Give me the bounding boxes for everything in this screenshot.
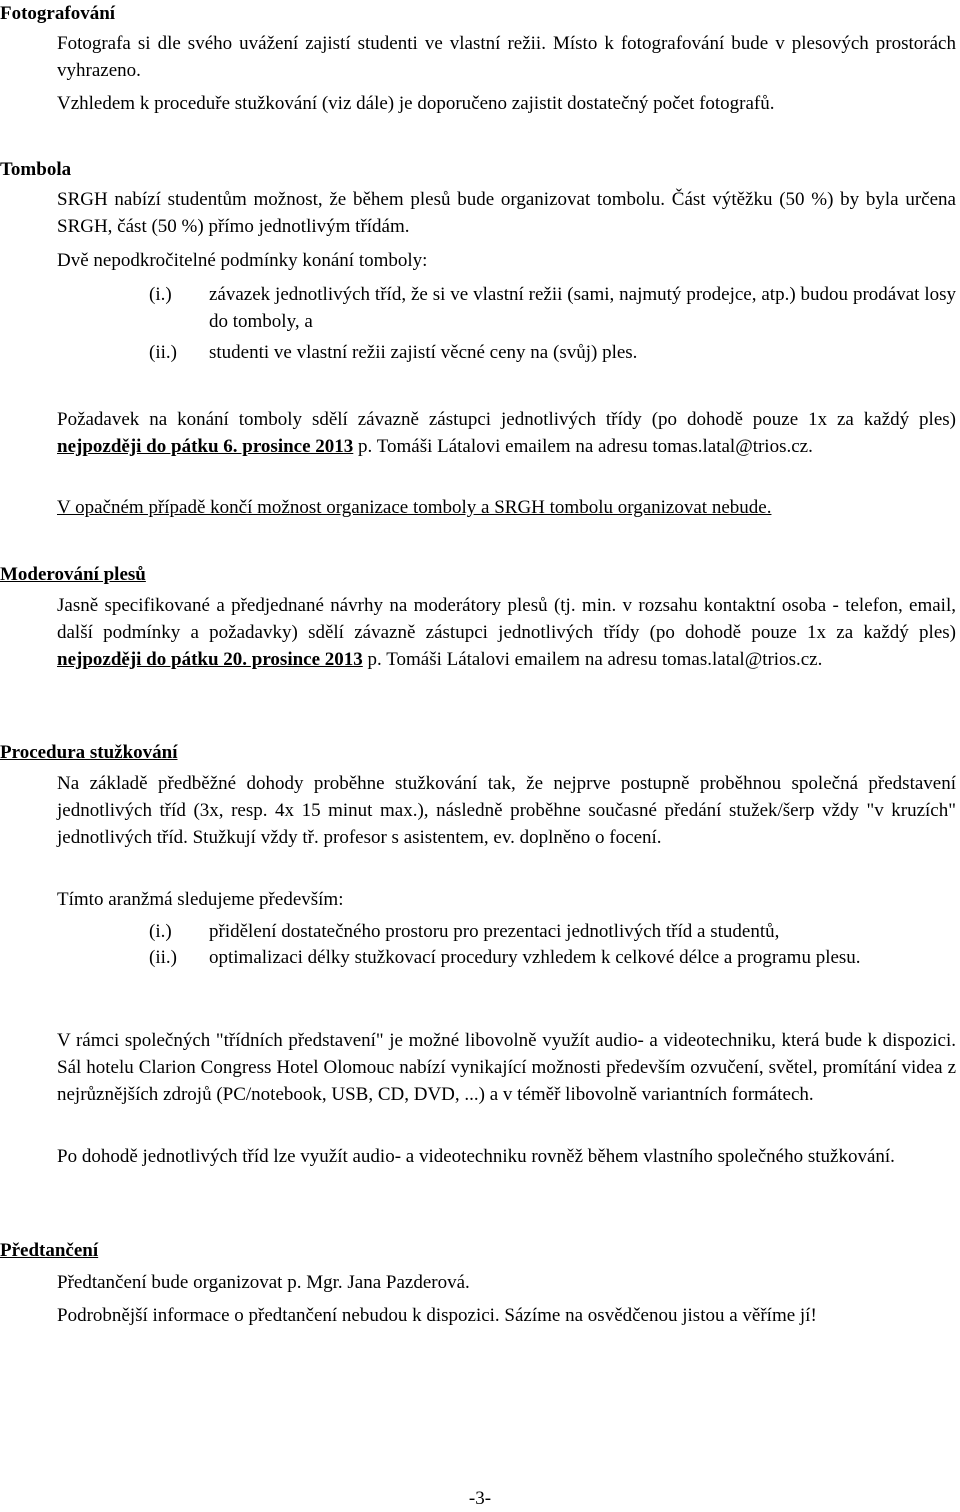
tombola-paragraph-1: SRGH nabízí studentům možnost, že během plesů bude organizovat tombolu. Část výtěžku (50 %) by byla určena SRGH, část (50 %) přímo jednotlivým třídám. xyxy=(57,189,956,237)
moderovani-request-text: Jasně specifikované a předjednané návrhy na moderátory plesů (tj. min. v rozsahu kontaktní osoba - telefon, email, další podmínky a požadavky) sdělí závazně zástupci jednotlivých třídy (po dohodě pouze 1x za každý ples) xyxy=(57,595,956,643)
stuzkovani-paragraph-1: Na základě předběžné dohody proběhne stužkování tak, že nejprve postupně proběhnou společná představení jednotlivých tříd (3x, resp. 4x 15 minut max.), následně proběhne současné předání stužek/šerp vždy "v kruzích" jednotlivých tříd. Stužkují vždy tř. profesor s asistentem, ev. doplněno o focení. xyxy=(57,773,956,848)
page-number: -3- xyxy=(468,1488,492,1509)
tombola-list-number-2: (ii.) xyxy=(149,342,177,363)
fotografovani-paragraph-1: Fotografa si dle svého uvážení zajistí studenti ve vlastní režii. Místo k fotografování bude v plesových prostorách vyhrazeno. xyxy=(57,33,956,81)
tombola-paragraph-4: V opačném případě končí možnost organizace tomboly a SRGH tombolu organizovat nebude. xyxy=(57,497,772,518)
moderovani-deadline: nejpozději do pátku 20. prosince 2013 xyxy=(57,649,363,670)
stuzkovani-paragraph-3: V rámci společných "třídních představení" je možné libovolně využít audio- a videotechniku, která bude k dispozici. Sál hotelu Clarion Congress Hotel Olomouc nabízí vynikající možnosti především ozvučení, světel, promítání videa z nejrůznějších zdrojů (PC/notebook, USB, CD, DVD, ...) a v téměř libovolně variantních formátech. xyxy=(57,1030,956,1105)
section-heading-predtanceni: Předtančení xyxy=(0,1240,99,1261)
stuzkovani-list-number-1: (i.) xyxy=(149,921,172,942)
tombola-deadline: nejpozději do pátku 6. prosince 2013 xyxy=(57,436,354,457)
stuzkovani-list-number-2: (ii.) xyxy=(149,947,177,968)
stuzkovani-paragraph-2: Tímto aranžmá sledujeme především: xyxy=(57,889,344,910)
fotografovani-paragraph-2: Vzhledem k proceduře stužkování (viz dále) je doporučeno zajistit dostatečný počet fotografů. xyxy=(57,93,775,114)
section-heading-tombola: Tombola xyxy=(0,159,72,180)
tombola-list-number-1: (i.) xyxy=(149,284,172,305)
tombola-paragraph-2: Dvě nepodkročitelné podmínky konání tomboly: xyxy=(57,250,428,271)
moderovani-paragraph-1 xyxy=(57,592,956,673)
section-heading-moderovani: Moderování plesů xyxy=(0,564,146,585)
tombola-request-text: Požadavek na konání tomboly sdělí závazně zástupci jednotlivých třídy (po dohodě pouze 1x za každý ples) xyxy=(57,409,956,430)
stuzkovani-list-item-1: přidělení dostatečného prostoru pro prezentaci jednotlivých tříd a studentů, xyxy=(209,921,780,942)
moderovani-request-contact: p. Tomáši Látalovi emailem na adresu tomas.latal@trios.cz. xyxy=(362,649,823,670)
section-heading-fotografovani: Fotografování xyxy=(0,3,116,24)
tombola-request-contact: p. Tomáši Látalovi emailem na adresu tomas.latal@trios.cz. xyxy=(353,436,813,457)
tombola-list-item-1: závazek jednotlivých tříd, že si ve vlastní režii (sami, najmutý prodejce, atp.) budou prodávat losy do tomboly, a xyxy=(209,284,956,332)
predtanceni-paragraph-2: Podrobnější informace o předtančení nebudou k dispozici. Sázíme na osvědčenou jistou a věříme jí! xyxy=(57,1305,817,1326)
stuzkovani-paragraph-4: Po dohodě jednotlivých tříd lze využít audio- a videotechniku rovněž během vlastního společného stužkování. xyxy=(57,1146,895,1167)
tombola-list-item-2: studenti ve vlastní režii zajistí věcné ceny na (svůj) ples. xyxy=(209,342,638,363)
stuzkovani-list-item-2: optimalizaci délky stužkovací procedury vzhledem k celkové délce a programu plesu. xyxy=(209,947,861,968)
predtanceni-paragraph-1: Předtančení bude organizovat p. Mgr. Jana Pazderová. xyxy=(57,1272,470,1293)
section-heading-stuzkovani: Procedura stužkování xyxy=(0,742,178,763)
tombola-paragraph-3 xyxy=(57,406,956,460)
